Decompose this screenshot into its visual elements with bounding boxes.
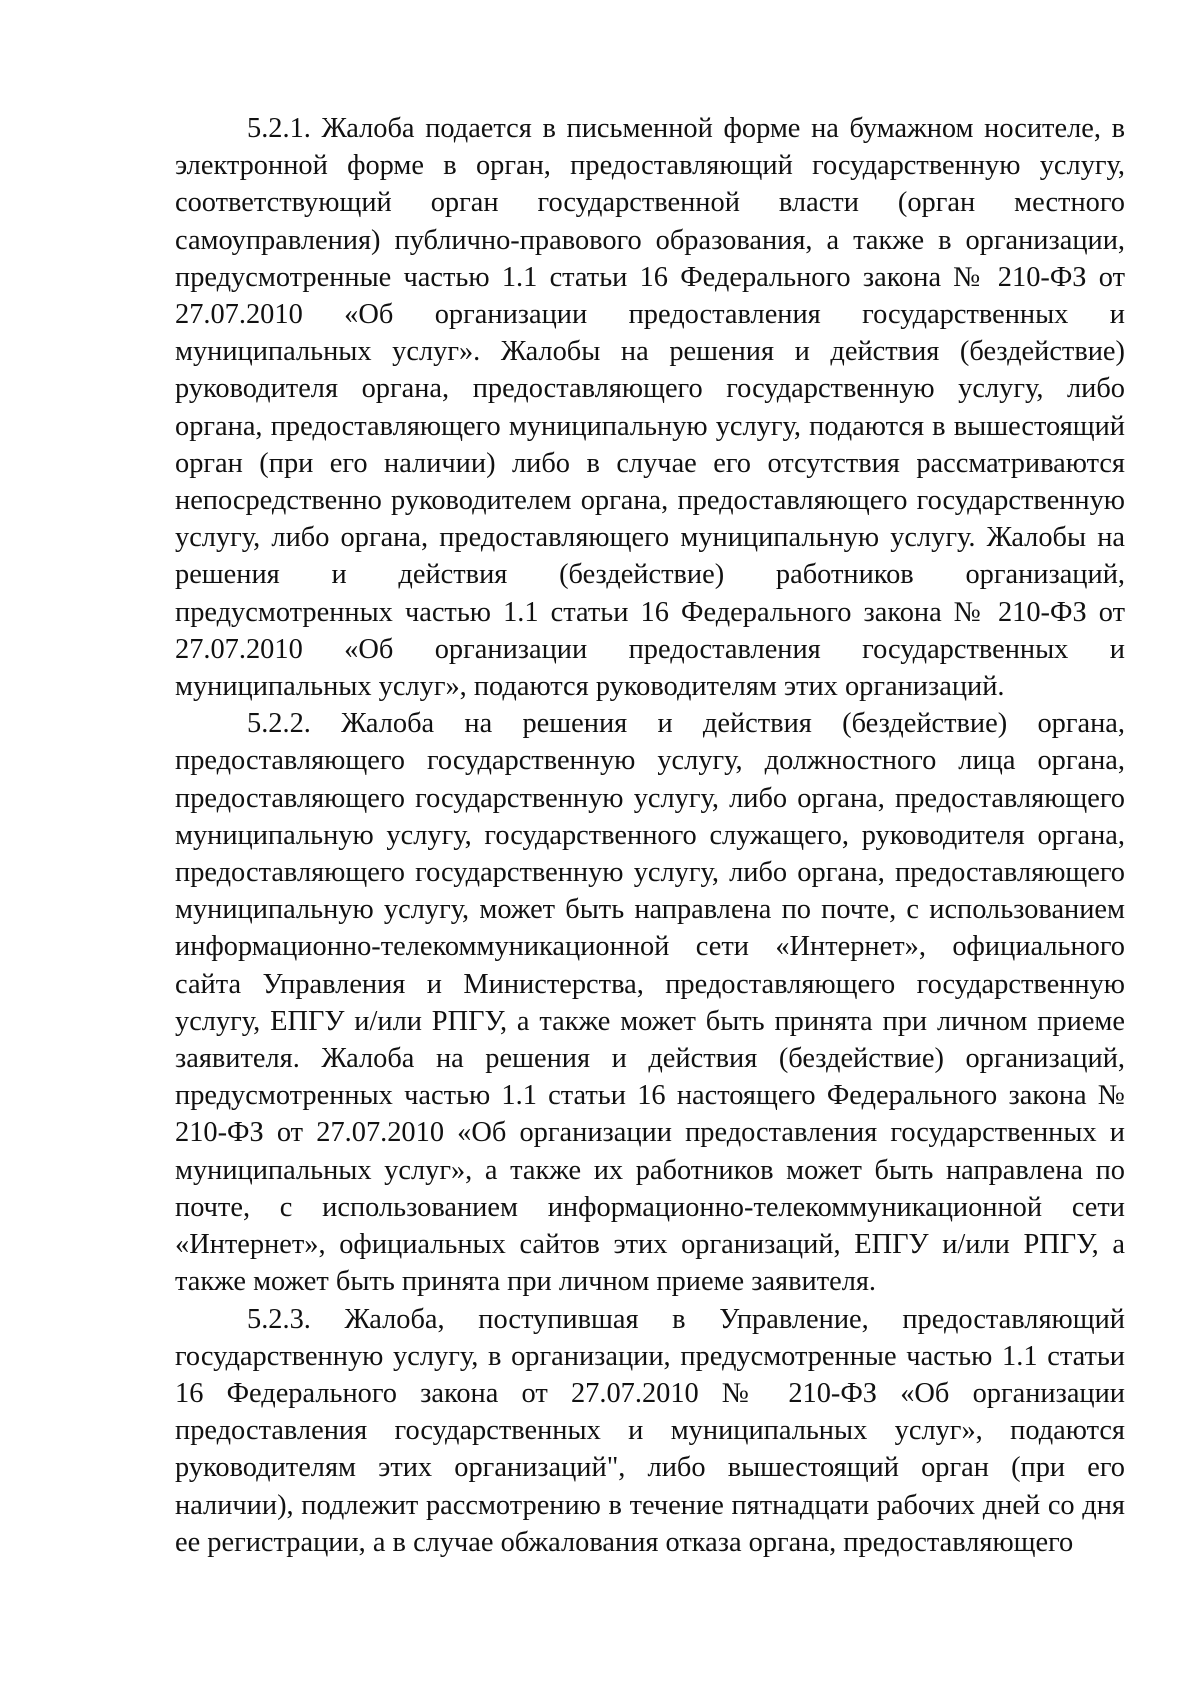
paragraph-5-2-1: 5.2.1. Жалоба подается в письменной форме на бумажном носителе, в электронной форме в орган, предоставляющий государственную услугу, соответствующий орган государственной власти (орган местного самоуправления) публично-правового образования, а также в организации, предусмотренные частью 1.1 статьи 16 Федерального закона № 210-ФЗ от 27.07.2010 «Об организации предоставления государственных и муниципальных услуг». Жалобы на решения и действия (бездействие) руководителя органа, предоставляющего государственную услугу, либо органа, предоставляющего муниципальную услугу, подаются в вышестоящий орган (при его наличии) либо в случае его отсутствия рассматриваются непосредственно руководителем органа, предоставляющего государственную услугу, либо органа, предоставляющего муниципальную услугу. Жалобы на решения и действия (бездействие) работников организаций, предусмотренных частью 1.1 статьи 16 Федерального закона № 210-ФЗ от 27.07.2010 «Об организации предоставления государственных и муниципальных услуг», подаются руководителям этих организаций.: [175, 113, 1125, 703]
document-page: [175, 110, 1125, 1561]
paragraph-5-2-2: 5.2.2. Жалоба на решения и действия (бездействие) органа, предоставляющего государственную услугу, должностного лица органа, предоставляющего государственную услугу, либо органа, предоставляющего муниципальную услугу, государственного служащего, руководителя органа, предоставляющего государственную услугу, либо органа, предоставляющего муниципальную услугу, может быть направлена по почте, с использованием информационно-телекоммуникационной сети «Интернет», официального сайта Управления и Министерства, предоставляющего государственную услугу, ЕПГУ и/или РПГУ, а также может быть принята при личном приеме заявителя. Жалоба на решения и действия (бездействие) организаций, предусмотренных частью 1.1 статьи 16 настоящего Федерального закона № 210-ФЗ от 27.07.2010 «Об организации предоставления государственных и муниципальных услуг», а также их работников может быть направлена по почте, с использованием информационно-телекоммуникационной сети «Интернет», официальных сайтов этих организаций, ЕПГУ и/или РПГУ, а также может быть принята при личном приеме заявителя.: [175, 708, 1125, 1298]
paragraph-5-2-3: 5.2.3. Жалоба, поступившая в Управление, предоставляющий государственную услугу, в организации, предусмотренные частью 1.1 статьи 16 Федерального закона от 27.07.2010 № 210-ФЗ «Об организации предоставления государственных и муниципальных услуг», подаются руководителям этих организаций", либо вышестоящий орган (при его наличии), подлежит рассмотрению в течение пятнадцати рабочих дней со дня ее регистрации, а в случае обжалования отказа органа, предоставляющего: [175, 1303, 1125, 1558]
